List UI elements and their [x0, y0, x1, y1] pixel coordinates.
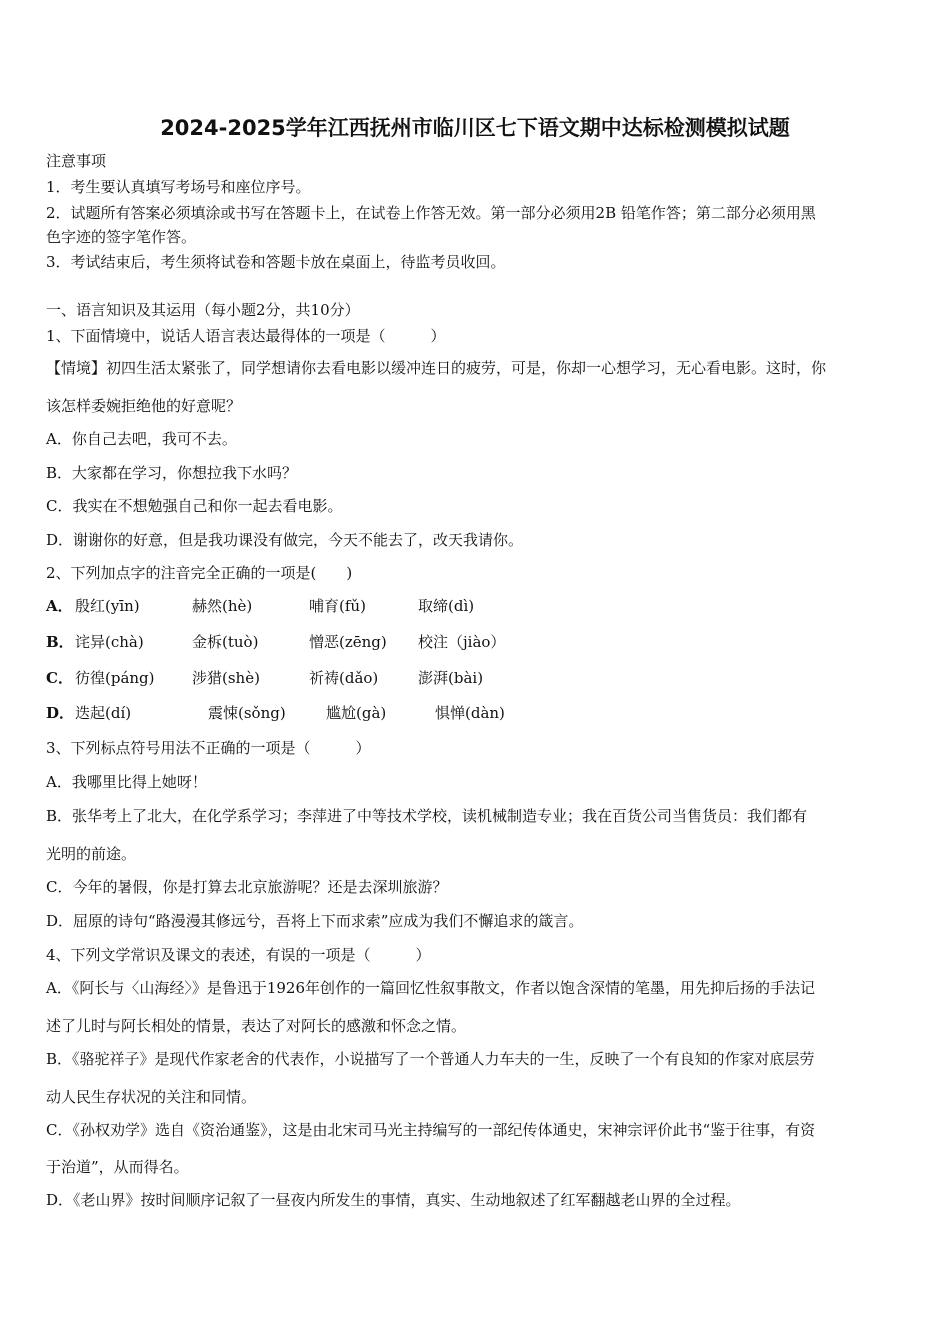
question-2-cell: 哺育(fǔ) [309, 597, 366, 615]
section-heading: 一、语言知识及其运用（每小题2分，共10分） [46, 301, 360, 319]
notice-item: 2．试题所有答案必须填涂或书写在答题卡上，在试卷上作答无效。第一部分必须用2B 铅笔作答；第二部分必须用黑 [46, 204, 816, 222]
question-2-cell: 诧异(chà) [75, 633, 144, 651]
question-2-cell: 殷红(yīn) [75, 597, 140, 615]
question-3-option-b: 光明的前途。 [46, 845, 137, 863]
question-2-stem: 2、下列加点字的注音完全正确的一项是( ) [46, 564, 353, 582]
question-4-option-a: 述了儿时与阿长相处的情景，表达了对阿长的感激和怀念之情。 [46, 1017, 467, 1035]
question-2-cell: 校注（jiào） [418, 633, 506, 651]
question-2-cell: 彷徨(páng) [75, 669, 155, 687]
question-2-cell: 祈祷(dǎo) [309, 669, 379, 687]
question-1-stem: 1、下面情境中，说话人语言表达最得体的一项是（ ） [46, 327, 446, 345]
question-2-row-label: A． [46, 597, 73, 615]
question-2-cell: 取缔(dì) [418, 597, 475, 615]
question-4-option-d: D．《老山界》按时间顺序记叙了一昼夜内所发生的事情，真实、生动地叙述了红军翻越老山界的全过程。 [46, 1191, 741, 1209]
question-4-option-c: C．《孙权劝学》选自《资治通鉴》，这是由北宋司马光主持编写的一部纪传体通史，宋神宗评价此书“鉴于往事，有资 [46, 1121, 816, 1139]
question-1-option-a: A．你自己去吧，我可不去。 [46, 430, 237, 448]
question-3-stem: 3、下列标点符号用法不正确的一项是（ ） [46, 739, 371, 757]
question-2-cell: 尴尬(gà) [326, 704, 387, 722]
question-2-cell: 涉猎(shè) [192, 669, 260, 687]
notice-heading: 注意事项 [46, 152, 107, 170]
notice-item: 1．考生要认真填写考场号和座位序号。 [46, 178, 311, 196]
question-4-option-b: B．《骆驼祥子》是现代作家老舍的代表作，小说描写了一个普通人力车夫的一生，反映了一个有良知的作家对底层劳 [46, 1050, 815, 1068]
question-2-cell: 惧惮(dàn) [435, 704, 505, 722]
question-3-option-a: A．我哪里比得上她呀！ [46, 773, 207, 791]
question-2-cell: 赫然(hè) [192, 597, 253, 615]
question-2-row-label: B． [46, 633, 74, 651]
question-4-option-a: A．《阿长与〈山海经〉》是鲁迅于1926年创作的一篇回忆性叙事散文，作者以饱含深情的笔墨，用先抑后扬的手法记 [46, 979, 816, 997]
question-3-option-c: C．今年的暑假，你是打算去北京旅游呢？还是去深圳旅游？ [46, 878, 448, 896]
question-2-row-label: D． [46, 704, 75, 722]
question-3-option-b: B．张华考上了北大，在化学系学习；李萍进了中等技术学校，读机械制造专业；我在百货公司当售货员：我们都有 [46, 807, 808, 825]
question-1-context: 【情境】初四生活太紧张了，同学想请你去看电影以缓冲连日的疲劳，可是，你却一心想学习，无心看电影。这时，你 [46, 359, 827, 377]
question-2-cell: 金柝(tuò) [192, 633, 259, 651]
question-1-option-b: B．大家都在学习，你想拉我下水吗？ [46, 464, 298, 482]
question-1-context: 该怎样委婉拒绝他的好意呢？ [46, 397, 242, 415]
notice-item: 3．考试结束后，考生须将试卷和答题卡放在桌面上，待监考员收回。 [46, 253, 506, 271]
question-3-option-d: D．屈原的诗句“路漫漫其修远兮，吾将上下而求索”应成为我们不懈追求的箴言。 [46, 912, 584, 930]
question-2-cell: 澎湃(bài) [418, 669, 484, 687]
question-1-option-c: C．我实在不想勉强自己和你一起去看电影。 [46, 497, 343, 515]
question-4-stem: 4、下列文学常识及课文的表述，有误的一项是（ ） [46, 946, 431, 964]
page-title: 2024-2025学年江西抚州市临川区七下语文期中达标检测模拟试题 [160, 116, 790, 140]
question-4-option-c: 于治道”，从而得名。 [46, 1158, 189, 1176]
question-2-cell: 震悚(sǒng) [208, 704, 286, 722]
notice-item: 色字迹的签字笔作答。 [46, 228, 197, 246]
question-2-row-label: C． [46, 669, 73, 687]
question-1-option-d: D．谢谢你的好意，但是我功课没有做完，今天不能去了，改天我请你。 [46, 531, 524, 549]
question-2-cell: 迭起(dí) [75, 704, 132, 722]
question-4-option-b: 动人民生存状况的关注和同情。 [46, 1088, 257, 1106]
question-2-cell: 憎恶(zēng) [309, 633, 387, 651]
